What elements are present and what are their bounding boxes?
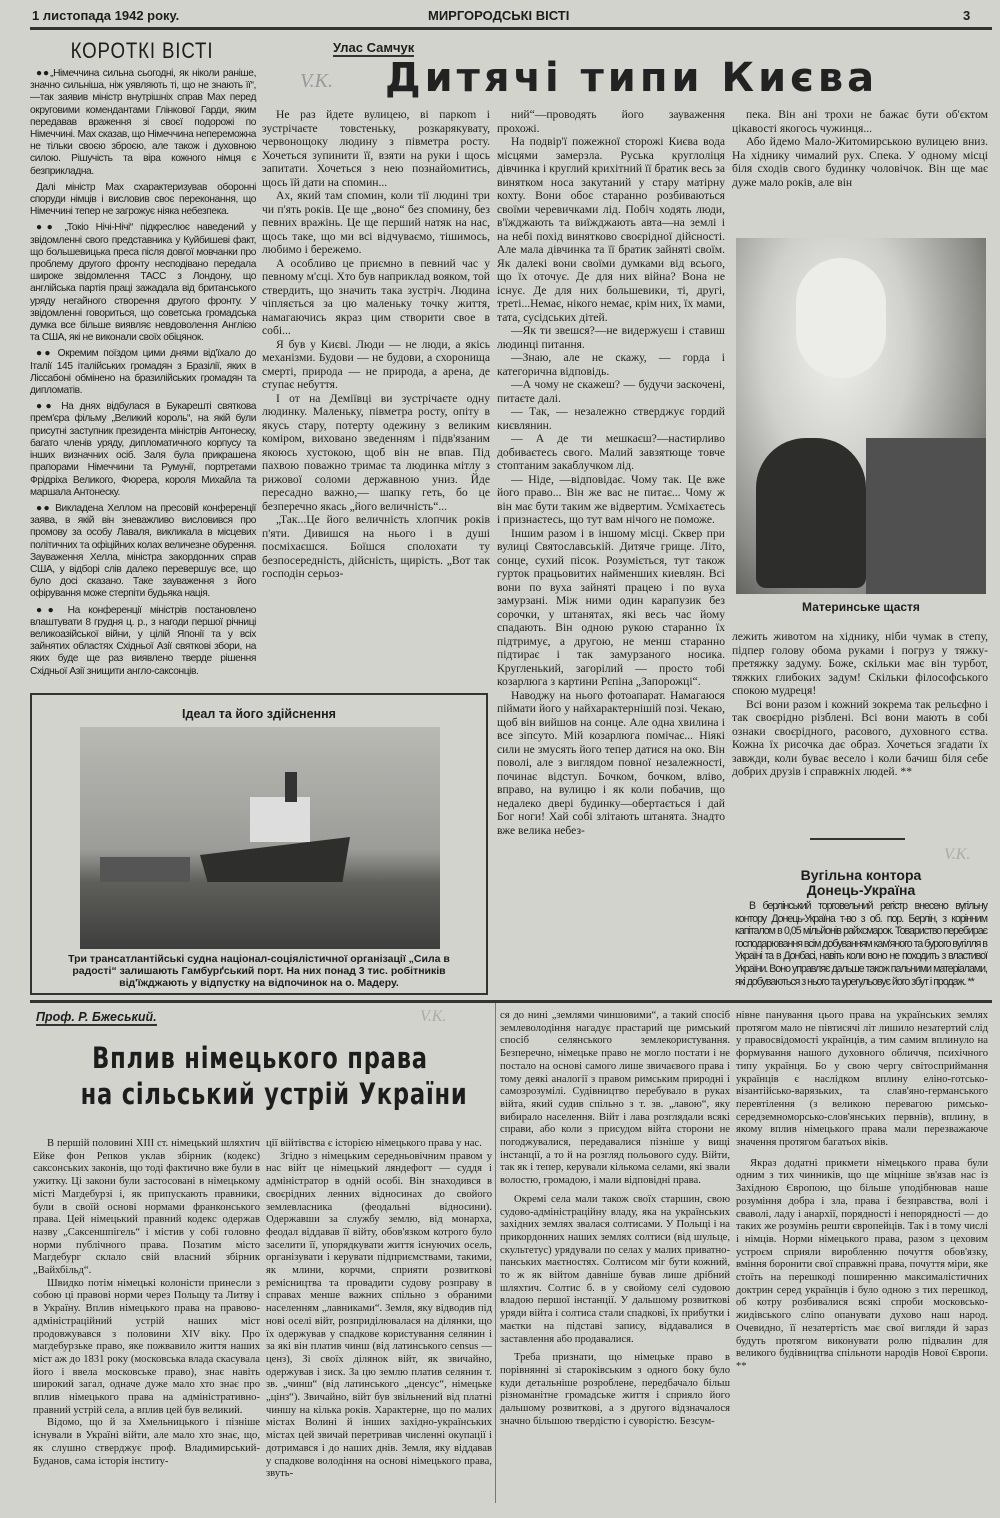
paragraph: В берлінський торговельний регістр внесено вугільну контору Донець-Україна т-во з об. пор. Берлін, з корінним капіталом в 0,05 мільйонів райхсмарок. Товариство перебирає господарювання всім добуванням кам'яного та бурого вугілля в Україні та в Донбасі, навіть коли воно не походить з властивої України. Воно управляє дальше також пальними матеріалами, які добуваються з нього та урегульовує його збут і продаж. ** bbox=[735, 900, 987, 988]
law-column-4 bbox=[736, 1010, 988, 1374]
law-column-2 bbox=[266, 1138, 492, 1481]
archive-mark: V.K. bbox=[300, 70, 333, 92]
archive-mark: V.K. bbox=[420, 1008, 447, 1025]
paragraph: Швидко потім німецькі колоністи принесли з собою ці правові норми через Польщу та Литву і в Україну. Вплив німецького права на правово-адміністраційний устрій наших міст продовжувався з половини XIV віку. Про магдебурзьке право, яке пожвавило життя наших міст аж до 1831 року (московська влада скасувала його і ввела московське право), знає навіть широкий загал, одначе дуже мало хто знає про вплив німецького права на адміністративно-правний устрій села, а вплив цей був великий. bbox=[33, 1277, 260, 1416]
paragraph: А особливо це приємно в певний час у певному м'сці. Хто був наприклад вояком, той ствердить, що значить така зустріч. Людина чіпляється за цю маленьку точку життя, намагаючись якраз цим створити свое в собі... bbox=[262, 256, 490, 337]
coal-text bbox=[735, 900, 987, 988]
paragraph: —А чому не скажеш? — будучи заскочені, питаєте далі. bbox=[497, 378, 725, 405]
news-title: КОРОТКІ ВІСТІ bbox=[70, 38, 214, 63]
paragraph: — Так, — незалежно стверджує гордий києвлянин. bbox=[497, 405, 725, 432]
paragraph: І от на Деміївці ви зустрічаєте одну людинку. Маленьку, півметра росту, опіту в якусь стару, потерту одежину з великим коміром, виховано зведенням і підв'язаним якоюсь хустокою, щоб він не впав. Під пахвою поважно тримає та людинка мітлу з рижової соломи державною униз. Йде пересадно важно,— шапку геть, бо це безперечно якась „його величність“... bbox=[262, 391, 490, 513]
law-title-line-2: на сільський устрій України bbox=[80, 1077, 468, 1111]
paragraph: — Ніде, —відповідає. Чому так. Це вже його право... Він же вас не питає... Чому ж він має бути таким же відвертим. Усміхаєтесь і признаєтесь, що тут вам нічого не поможе. bbox=[497, 472, 725, 526]
ship-box-title: Ідеал та його здійснення bbox=[182, 707, 336, 721]
header-rule bbox=[30, 27, 992, 30]
paragraph: На подвір'ї пожежної сторожі Києва вода місцями замерзла. Руська круглоліця дівчинка і круглий крихітний її братик весь за винятком носа закутаний у стару матірну кохту. Вони обоє старанно розбиваються своїми черевичками лід. Побіч ходять люди, в'їжджають та виїжджають авта—на землі і на небі похід винятково своєрідної дійсності. Але мала дівчинка та її братик зайняті своїм. Як далекі вони своїми думками від всього, що їх оточує. Де для них війна? Вона не існує. Де для них большевики, ті, другі, треті...Немає, нікого немає, крім них, їх мами, тата, сусідських дітей. bbox=[497, 135, 725, 324]
newspaper-name: МИРГОРОДСЬКІ ВІСТІ bbox=[428, 8, 570, 23]
paragraph: — А де ти мешкаєш?—настирливо добиваєтесь свого. Малий завзятющe товче стоптаним закаблучком лід. bbox=[497, 432, 725, 472]
coal-title-line-2: Донець-Україна bbox=[806, 882, 916, 898]
paragraph: Згідно з німецьким середньовічним правом у нас війт це німецький ляндефогт — суддя і адміністратор в одній особі. Він знаходився в своєрідних ленних відносинах до свойого землевласника (феодальні відносини). Одержавши за службу землю, від монарха, феодал віддавав її війту, обов'язком котрого було заселити її, упорядкувати життя існуючих осель, організувати і керувати підприємствами, такими, як млини, корчми, сприяти розвиткові ремісництва та провадити судову розправу в справах менше важних спільно з обраними населенням „лавниками“. Земля, яку відводив під нові оселі війт, розприділювалася на ділянки, що їх одержував у спадкове користування селянин і за які він платив чинш (від латинського census — ценз), Зі своїх ділянок війт, як звичайно, одержував і зиск. За цю землю платив селянин т. зв. „чинш“ (від латинського „ценсус“, німецьке „цінз“). Звичайно, війт був звільнений від платні чиншу на кілька років. Характерне, що по малих містах Волині й інших західно-українських містах цей звичай перетривав численні окупації і дотримався і до наших днів. Земля, яку віддавав у спадкове володіння на основі німецького права, звуть- bbox=[266, 1150, 492, 1480]
paragraph: —Знаю, але не скажу, — горда і категорична відповідь. bbox=[497, 351, 725, 378]
paragraph: „Так...Це його величність хлопчик років п'яти. Дивишся на нього і в душі посміхаєшся. Боїшся сполохати ту безпосередність, дійсність, щирість. „Вот так господін серьоз- bbox=[262, 513, 490, 580]
paragraph: пека. Він ані трохи не бажає бути об'єктом цікавості якогось чужинця... bbox=[732, 108, 988, 135]
ship-photo-box bbox=[30, 693, 488, 995]
news-item: ●● „Токіо Нічі-Нічі“ підкреслює наведений у звідомленні свого представника у Куйбишеві факт, що большевицька преса після довгої мовчанки про проблему другого фронту несподівано передала широке звідомлення ТАСС з Лондону, що англійська партія праці зажадала від британського уряду негайного створення другого фронту. У звідомленні говориться, що советська громадська думка все більше виявляє невдоволення Англією та США, які не виконали своїх обіцянок. bbox=[30, 222, 256, 344]
paragraph: Іншим разом і в іншому місці. Сквер при вулиці Святославській. Дитяче грище. Літо, сонце, сухий пісок. Розуміється, тут також гурток працьовитих найменших киевлян. Всі вони по вуха зайняті працею і по вуха замурзані. Між ними один карапузик без сорочки, у штанятах, які весь час йому спадають. Він одною рукою старанно їх підтримує, а другою, не менш старанно підтирає і так замурзаного носика. Кругленький, загорілий — просто тобі козарлюга з картини Рєпіна „Запорожці“. bbox=[497, 526, 725, 688]
news-item: ●● На конференції міністрів постановлено влаштувати 8 грудня ц. р., з нагоди першої річниці великоазійської війни, у цілій Японії та у всіх зайнятих областях Східньої Азії святкові збори, на яких буде ще раз виявлено тверде рішення Східньої Азії знищити англо-саксонців. bbox=[30, 604, 256, 677]
paragraph: Не раз йдете вулицею, ві паркоm і зустрічаєте товстеньку, розкарякувату, червонощоку людину з півметра росту. Хочеться зупинити її, взяти на руки і щось запитати. Хочеться з нею познайомитись, щось їй дати на спомин... bbox=[262, 108, 490, 189]
coal-title-line-1: Вугільна контора bbox=[800, 867, 922, 883]
feature-author: Улас Самчук bbox=[333, 40, 415, 55]
paragraph: Всі вони разом і кожний зокрема так рельєфно і так своєрідно різблені. Всі вони мають в собі ознаки своєрідного, расового, духовного єства. Кожна їх рисочка дає образ. Хочеться згадати їх завжди, коли буває весело і коли бачиш біля себе добрих друзів і справжніх людей. ** bbox=[732, 697, 988, 778]
feature-title: Дитячі типи Києва bbox=[385, 55, 879, 101]
news-item: ●● Викладена Хеллом на пресовій конференції заява, в якій він зневажливо висловився про промову за особу Лаваля, викликала в місцевих політичних та офіційних колах величезне обурення. Зауваження Хелла, міністра закордонних справ США, у відборі слів далеко перевершує все, що було досі сказано. Таке зауваження з його офірування може стерпіти будьяка нація. bbox=[30, 502, 256, 600]
feature-column-3 bbox=[732, 108, 988, 189]
paragraph: Ах, який там спомин, коли тії людині три чи п'ять років. Це ще „воно“ без спомину, без певних вражінь. Це ще перший натяк на нас, щось таке, що ми всі відчуваємо, тішимось, любимо і бережемо. bbox=[262, 189, 490, 256]
paragraph: лежить животом на хіднику, ніби чумак в степу, підпер голову обома руками і погруз у тяжку-претяжку задуму. Боже, скільки має він турбот, тяжких глибоких задум! Скільки філософського спокою мудреця! bbox=[732, 630, 988, 697]
feature-column-3-continued bbox=[732, 630, 988, 779]
paragraph: Відомо, що й за Хмельницького і пізніше існували в Україні війти, але мало хто знає, що, як слушно стверджує проф. Владимирський-Буданов, сама історія інститу- bbox=[33, 1417, 260, 1467]
law-author: Проф. Р. Бжеський. bbox=[36, 1010, 157, 1024]
section-divider bbox=[30, 1000, 992, 1003]
ship-caption: Три трансатлантійські судна націонал-соціялістичної організації „Сила в радості“ залишають Гамбурґський порт. На них понад 3 тис. робітників від'їжджають у відпустку на відпочинок на о. Мадеру. bbox=[68, 953, 450, 989]
news-item: ●●„Німеччина сильна сьогодні, як ніколи раніше, значно сильніша, ніж уявляють ті, що не знають її“,—так заявив міністр внутрішніх справ Мах перед округовими комендантами Глінкової Гарди, яким передавав враження зі своєї подорожі по Німеччині. Мах сказав, що Німеччина непереможна не тільки своєю зброєю, але також і духовною силою. Рішучість та віра кожного німця є безприкладна. bbox=[30, 68, 256, 177]
divider bbox=[810, 838, 905, 840]
paragraph: ся до нині „землями чиншовими“, а такий спосіб землеволодіння нагадує прастарий ще римський спосіб селянського землекористування. Безперечно, німецьке право не могло постати і не постало на основі самого лише звичаєвого права і тому деякі аналогії з правом римським природні і самозрозумілі. Судівництво перебувало в руках війта, який судив спільно з т. зв. „лавою“, яку вибирало населення. Війт і лава розглядали всякі справи, або коли з присудом війта сторони не погоджувалися, передавалися пізніше у вищі інстанції, а то й на розгляд польового суду. Війти, так як і тепер, керували кількома селами, які звали волостю, громадою, і мали відповідні права. bbox=[500, 1010, 730, 1187]
paragraph: Я був у Києві. Люди — не люди, а якісь механізми. Будови — не будови, а схоронища смерті, природа — не природа, а арена, де ступає небуття. bbox=[262, 337, 490, 391]
paragraph: —Як ти звешся?—не видержуєш і ставиш людинці питання. bbox=[497, 324, 725, 351]
ship-photo bbox=[80, 727, 440, 949]
mother-child-photo bbox=[736, 238, 986, 594]
paragraph: Наводжу на нього фотоапарат. Намагаюся піймати його у найхарактернішій позі. Чекаю, щоб він вийшов на сонце. Але одна хвилина і все зіпсуто. Мій козарлюга помічає... Ніякі сили не змусять його тепер датися на око. Він поволі, але з виглядом повної незалежності, починає відступ. Бочком, бочком, вліво, вправо, на вулицю і як коли побачив, що недалеко двері будинку—обертається і дай Бог ноги! Хай собі злітають штанята. Знадто вже велика небез- bbox=[497, 688, 725, 837]
paragraph: Якраз додатні прикмети німецького права були одним з тих чинників, що ще міцніше зв'язав нас із Західною Європою, що більше уподібнював наше розуміння добра і зла, права і безправства, волі і сваволі, ладу і анархії, порядності і непорядності — до таких же розумінь решти європейців. Так і в тому числі і німців. Норми німецького права, разом з цеховим устроєм сприяли виробленню почуття обов'язку, вміння боронити свої справжні права, почуття міри, яке стоїть на перешкоді поширенню максималістичних доктрин серед українців і було одною з тих перешкод, об котру розбивалися всякі спроби московсько-жидівського сліпо опанувати духово наш народ. Очевидно, її незатертість має свої вигляди й зараз будуть протягом виконувати ролю підвалин для великого будівництва спільноти народів Нової Європи. ** bbox=[736, 1157, 988, 1372]
paragraph: В першій половині XIII ст. німецький шляхтич Ейке фон Репков уклав збірник (кодекс) саксонських законів, що тоді фактично вже були в ужитку. Ці закони були застосовані в німецькому місті Магдебурзі і, як припускають правники, були в своїй основі нормами франконського права. Цей німецький правний кодекс одержав назву „Саксеншпігель“ і містив у собі головно норми публічного права. Позатим місто Магдебург склало свій власний збірник „Вайхбільд“. bbox=[33, 1138, 260, 1277]
coal-title bbox=[735, 868, 987, 898]
feature-column-1 bbox=[262, 108, 490, 581]
archive-mark: V.K. bbox=[944, 846, 971, 863]
law-title-line-1: Вплив німецького права bbox=[92, 1041, 428, 1075]
feature-column-2 bbox=[497, 108, 725, 837]
paragraph: Або йдемо Мало-Житомирською вулицею вниз. На хіднику чималий рух. Спека. У одному місці біля сходів свого будинку чоловічок. Він ще має дуже мало років, але він bbox=[732, 135, 988, 189]
news-item: ●● Окремим поїздом цими днями від'їхало до Італії 145 італійських громадян з Бразілії, яких в Ліссабоні обмінено на бразилійських громадян та дипломатів. bbox=[30, 348, 256, 397]
news-item: ●● На днях відбулася в Букарешті святкова прем'єра фільму „Великий король“, на якій були присутні заступник президента міністрів Антонеску, багато членів уряду, дипломатичного корпусу та інших визначних осіб. Заля була прикрашена прапорами Німеччини та Румунії, портретами Фрідріха Великого, Фюрера, короля Михайла та маршала Антонеску. bbox=[30, 401, 256, 498]
paragraph: ний“—проводять його зауваження прохожі. bbox=[497, 108, 725, 135]
issue-date: 1 листопада 1942 року. bbox=[32, 8, 180, 23]
paragraph: нівне панування цього права на українських землях протягом мало не півтисячі літ лишило незатертий слід у правосвідомості українців, а тим самим вплинуло на формування нашого духовного обличчя, психічного типу українця. Бо у свою чергу світосприймання українців є наслідком вплину еліно-готсько-візантійсько-варязьких, та слав'яно-германського перевтілення (з великою перевагою римсько-середземноморсько-слов'янських первнів), вплину, в якому вплив німецького права мали перезважаюче значення протягом багатьох віків. bbox=[736, 1010, 988, 1149]
page-number: 3 bbox=[963, 8, 971, 23]
law-column-1 bbox=[33, 1138, 260, 1468]
paragraph: ції війтівства є історією німецького права у нас. bbox=[266, 1138, 482, 1149]
photo-caption: Материнське щастя bbox=[802, 600, 920, 614]
column-rule bbox=[495, 1003, 496, 1503]
paragraph: Окремі села мали також своїх старшин, свою судово-адміністраційну владу, яка на українських західних землях звалася солтисами. У Польщі і на прикордонних наших землях солтиси (від шульце, скультетус) урядували по селах у малих приватно-панських маєтностях. Солтисом міг бути кожний, то ж як війтом давніше бував лише дрібний шляхтич. Солтис б. в у свойому селі судовою владою першої інстанції. У дальшому розвиткові уряди війта і солтиса стали спадкові, їх прибутки і маєтки на підставі запису, віддавалися в заставлення або продавалися. bbox=[500, 1193, 730, 1345]
news-column bbox=[30, 68, 256, 682]
news-item: Далі міністр Мах схарактеризував оборонні споруди німців і висловив своє переконання, що Німеччині тепер не загрожує ніяка небезпека. bbox=[30, 181, 256, 218]
law-column-3 bbox=[500, 1010, 730, 1429]
law-title bbox=[80, 1040, 468, 1112]
paragraph: Треба признати, що німецьке право в порівнянні зі староківським з одного боку було куди детальніше розроблене, передбачало більш різноманітне громадське життя і сприяло його дальшому розвиткові, а з другого відзначалося значно більшою твердістю і суворістю. Безсум- bbox=[500, 1352, 730, 1427]
